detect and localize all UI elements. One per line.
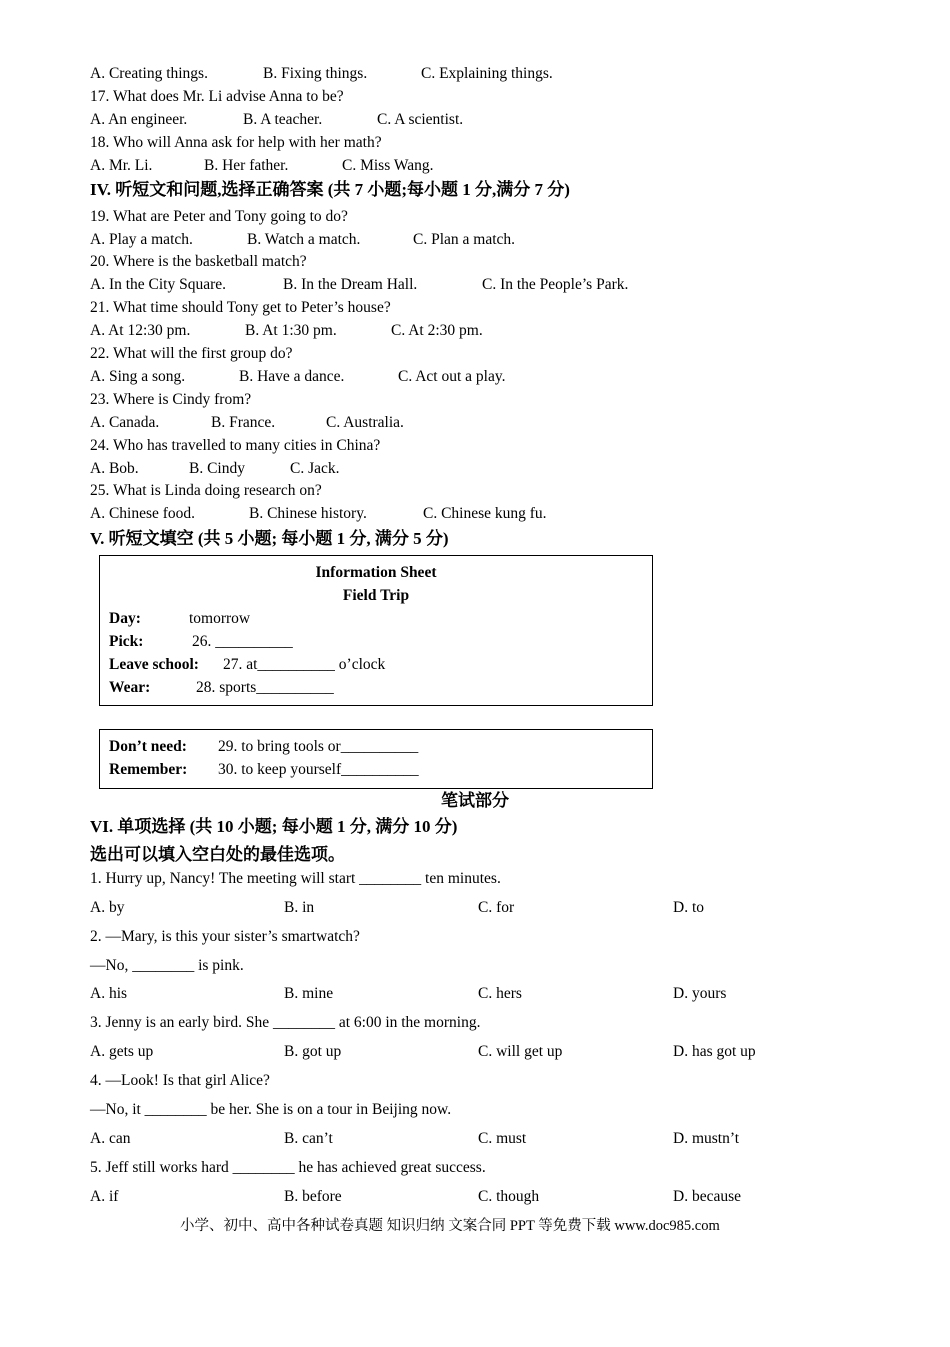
row-value-leave-school: 27. at__________ o’clock bbox=[223, 656, 386, 673]
q16-option-a: A. Creating things. bbox=[90, 65, 208, 82]
q20-option-c: C. In the People’s Park. bbox=[482, 276, 629, 293]
mc1-option-c: C. for bbox=[478, 899, 515, 916]
q22-option-b: B. Have a dance. bbox=[239, 368, 345, 385]
section6-title: VI. 单项选择 (共 10 小题; 每小题 1 分, 满分 10 分) bbox=[90, 817, 458, 836]
q21-option-b: B. At 1:30 pm. bbox=[245, 322, 337, 339]
q20-option-a: A. In the City Square. bbox=[90, 276, 227, 293]
q24-option-a: A. Bob. bbox=[90, 460, 139, 477]
q17-option-a: A. An engineer. bbox=[90, 111, 188, 128]
written-part-heading: 笔试部分 bbox=[441, 791, 509, 810]
row-label-dont-need: Don’t need: bbox=[109, 738, 187, 755]
q19-option-a: A. Play a match. bbox=[90, 231, 193, 248]
q16-option-b: B. Fixing things. bbox=[263, 65, 368, 82]
footer-text: 小学、初中、高中各种试卷真题 知识归纳 文案合同 PPT 等免费下载 www.doc985.com bbox=[180, 1218, 720, 1234]
row-value-dont-need: 29. to bring tools or__________ bbox=[218, 738, 419, 755]
q17-question: 17. What does Mr. Li advise Anna to be? bbox=[90, 88, 344, 105]
q22-option-a: A. Sing a song. bbox=[90, 368, 186, 385]
mc4-question-line2: —No, it ________ be her. She is on a tour in Beijing now. bbox=[90, 1101, 452, 1118]
mc2-question-line2: —No, ________ is pink. bbox=[90, 957, 244, 974]
information-sheet-box bbox=[99, 555, 653, 706]
q17-option-c: C. A scientist. bbox=[377, 111, 464, 128]
row-label-pick: Pick: bbox=[109, 633, 144, 650]
mc3-option-b: B. got up bbox=[284, 1043, 342, 1060]
mc4-option-b: B. can’t bbox=[284, 1130, 333, 1147]
q20-question: 20. Where is the basketball match? bbox=[90, 253, 307, 270]
q16-option-c: C. Explaining things. bbox=[421, 65, 553, 82]
mc2-question: 2. —Mary, is this your sister’s smartwatch? bbox=[90, 928, 360, 945]
sheet-title: Information Sheet bbox=[315, 564, 437, 581]
q24-question: 24. Who has travelled to many cities in China? bbox=[90, 437, 381, 454]
mc3-question: 3. Jenny is an early bird. She ________ at 6:00 in the morning. bbox=[90, 1014, 481, 1031]
mc1-option-b: B. in bbox=[284, 899, 315, 916]
mc4-option-a: A. can bbox=[90, 1130, 131, 1147]
information-sheet-box-continued bbox=[99, 729, 653, 789]
section6-instruction: 选出可以填入空白处的最佳选项。 bbox=[90, 845, 345, 864]
row-value-wear: 28. sports__________ bbox=[196, 679, 334, 696]
mc5-option-d: D. because bbox=[673, 1188, 741, 1205]
mc4-option-c: C. must bbox=[478, 1130, 527, 1147]
q23-option-b: B. France. bbox=[211, 414, 276, 431]
q24-option-b: B. Cindy bbox=[189, 460, 245, 477]
row-label-remember: Remember: bbox=[109, 761, 188, 778]
mc4-question: 4. —Look! Is that girl Alice? bbox=[90, 1072, 270, 1089]
q18-option-c: C. Miss Wang. bbox=[342, 157, 434, 174]
mc5-option-b: B. before bbox=[284, 1188, 342, 1205]
mc1-option-d: D. to bbox=[673, 899, 704, 916]
section4-title: IV. 听短文和问题,选择正确答案 (共 7 小题;每小题 1 分,满分 7 分) bbox=[90, 180, 570, 199]
section5-title: V. 听短文填空 (共 5 小题; 每小题 1 分, 满分 5 分) bbox=[90, 529, 449, 548]
q25-question: 25. What is Linda doing research on? bbox=[90, 482, 322, 499]
q25-option-a: A. Chinese food. bbox=[90, 505, 196, 522]
q19-option-b: B. Watch a match. bbox=[247, 231, 361, 248]
q21-option-c: C. At 2:30 pm. bbox=[391, 322, 483, 339]
row-value-pick: 26. __________ bbox=[192, 633, 293, 650]
mc1-question: 1. Hurry up, Nancy! The meeting will start ________ ten minutes. bbox=[90, 870, 501, 887]
q25-option-b: B. Chinese history. bbox=[249, 505, 367, 522]
q18-question: 18. Who will Anna ask for help with her math? bbox=[90, 134, 382, 151]
row-label-day: Day: bbox=[109, 610, 141, 627]
mc5-question: 5. Jeff still works hard ________ he has achieved great success. bbox=[90, 1159, 486, 1176]
mc2-option-b: B. mine bbox=[284, 985, 334, 1002]
mc2-option-a: A. his bbox=[90, 985, 128, 1002]
mc1-option-a: A. by bbox=[90, 899, 125, 916]
q23-option-a: A. Canada. bbox=[90, 414, 160, 431]
q18-option-a: A. Mr. Li. bbox=[90, 157, 153, 174]
row-value-day: tomorrow bbox=[189, 610, 251, 627]
mc2-option-d: D. yours bbox=[673, 985, 727, 1002]
q24-option-c: C. Jack. bbox=[290, 460, 340, 477]
q23-question: 23. Where is Cindy from? bbox=[90, 391, 252, 408]
q20-option-b: B. In the Dream Hall. bbox=[283, 276, 418, 293]
q19-question: 19. What are Peter and Tony going to do? bbox=[90, 208, 348, 225]
mc3-option-c: C. will get up bbox=[478, 1043, 563, 1060]
q19-option-c: C. Plan a match. bbox=[413, 231, 516, 248]
q22-question: 22. What will the first group do? bbox=[90, 345, 293, 362]
q17-option-b: B. A teacher. bbox=[243, 111, 323, 128]
sheet-subtitle: Field Trip bbox=[342, 587, 410, 604]
row-value-remember: 30. to keep yourself__________ bbox=[218, 761, 419, 778]
mc5-option-a: A. if bbox=[90, 1188, 119, 1205]
mc5-option-c: C. though bbox=[478, 1188, 540, 1205]
row-label-leave-school: Leave school: bbox=[109, 656, 199, 673]
q22-option-c: C. Act out a play. bbox=[398, 368, 506, 385]
q18-option-b: B. Her father. bbox=[204, 157, 289, 174]
q21-option-a: A. At 12:30 pm. bbox=[90, 322, 191, 339]
q25-option-c: C. Chinese kung fu. bbox=[423, 505, 547, 522]
mc3-option-d: D. has got up bbox=[673, 1043, 756, 1060]
q23-option-c: C. Australia. bbox=[326, 414, 404, 431]
q21-question: 21. What time should Tony get to Peter’s house? bbox=[90, 299, 391, 316]
mc2-option-c: C. hers bbox=[478, 985, 522, 1002]
mc3-option-a: A. gets up bbox=[90, 1043, 154, 1060]
row-label-wear: Wear: bbox=[109, 679, 151, 696]
mc4-option-d: D. mustn’t bbox=[673, 1130, 740, 1147]
